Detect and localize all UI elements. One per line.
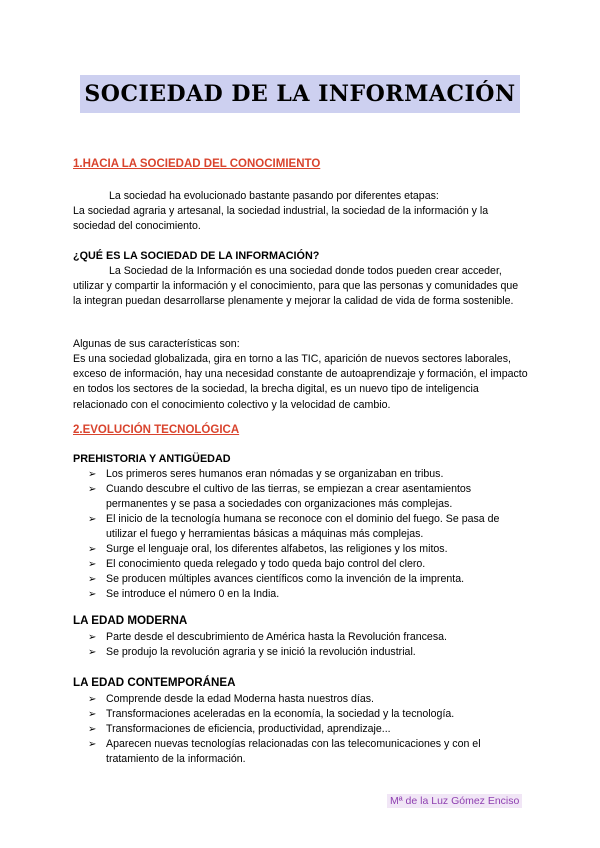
page-title: SOCIEDAD DE LA INFORMACIÓN (80, 75, 519, 113)
moderna-list (88, 630, 528, 660)
arrow-bullet-icon: ➢ (88, 589, 97, 600)
features-label: Algunas de sus características son: (73, 338, 240, 350)
list-item: ➢ Surge el lenguaje oral, los diferentes alfabetos, las religiones y los mitos. (88, 543, 448, 555)
list-item: ➢ El conocimiento queda relegado y todo queda bajo control del clero. (88, 558, 426, 570)
prehistoria-list (88, 467, 528, 602)
contemporanea-heading: LA EDAD CONTEMPORÁNEA (73, 676, 236, 689)
arrow-bullet-icon: ➢ (88, 739, 97, 750)
title-wrap (0, 75, 600, 113)
list-item: ➢ Transformaciones de eficiencia, productividad, aprendizaje... (88, 723, 391, 735)
section-2-heading: 2.EVOLUCIÓN TECNOLÓGICA (73, 424, 240, 436)
arrow-bullet-icon: ➢ (88, 647, 97, 658)
arrow-bullet-icon: ➢ (88, 484, 97, 495)
list-item: ➢ Se produjo la revolución agraria y se inició la revolución industrial. (88, 646, 416, 658)
prehistoria-heading: PREHISTORIA Y ANTIGÜEDAD (73, 453, 231, 465)
intro-line-2: La sociedad agraria y artesanal, la sociedad industrial, la sociedad de la información y la sociedad del conocimiento. (73, 205, 489, 233)
arrow-bullet-icon: ➢ (88, 632, 97, 643)
moderna-heading: LA EDAD MODERNA (73, 614, 188, 627)
arrow-bullet-icon: ➢ (88, 574, 97, 585)
arrow-bullet-icon: ➢ (88, 694, 97, 705)
contemporanea-list (88, 692, 528, 767)
definition-paragraph: La Sociedad de la Información es una sociedad donde todos pueden crear acceder, utilizar y compartir la información y el conocimiento, para que las personas y comunidades que la integran puedan desarrollarse plenamente y mejorar la calidad de vida de forma sostenible. (73, 265, 519, 308)
list-item: ➢ Comprende desde la edad Moderna hasta nuestros días. (88, 693, 374, 705)
arrow-bullet-icon: ➢ (88, 469, 97, 480)
list-item: ➢ El inicio de la tecnología humana se reconoce con el dominio del fuego. Se pasa de utilizar el fuego y herramientas básicas a máquinas más complejas. (88, 513, 500, 540)
list-item: ➢ Aparecen nuevas tecnologías relacionadas con las telecomunicaciones y con el tratamiento de la información. (88, 738, 481, 765)
features-paragraph: Es una sociedad globalizada, gira en torno a las TIC, aparición de nuevos sectores laborales, exceso de información, hay una necesidad constante de autoaprendizaje y formación, el impacto en todos los sectores de la sociedad, la brecha digital, es un nuevo tipo de inteligencia relacionado con el conocimiento colectivo y la velocidad de cambio. (73, 353, 528, 411)
section-1-heading: 1.HACIA LA SOCIEDAD DEL CONOCIMIENTO (73, 158, 321, 170)
arrow-bullet-icon: ➢ (88, 724, 97, 735)
list-item: ➢ Parte desde el descubrimiento de América hasta la Revolución francesa. (88, 631, 447, 643)
question-heading: ¿QUÉ ES LA SOCIEDAD DE LA INFORMACIÓN? (73, 250, 320, 262)
list-item: ➢ Cuando descubre el cultivo de las tierras, se empiezan a crear asentamientos permanentes y se pasa a sociedades con organizaciones más complejas. (88, 483, 472, 510)
arrow-bullet-icon: ➢ (88, 709, 97, 720)
arrow-bullet-icon: ➢ (88, 544, 97, 555)
list-item: ➢ Los primeros seres humanos eran nómadas y se organizaban en tribus. (88, 468, 444, 480)
intro-line-1: La sociedad ha evolucionado bastante pasando por diferentes etapas: (109, 190, 439, 202)
list-item: ➢ Se producen múltiples avances científicos como la invención de la imprenta. (88, 573, 465, 585)
arrow-bullet-icon: ➢ (88, 559, 97, 570)
arrow-bullet-icon: ➢ (88, 514, 97, 525)
author-footer: Mª de la Luz Gómez Enciso (387, 794, 522, 808)
list-item: ➢ Transformaciones aceleradas en la economía, la sociedad y la tecnología. (88, 708, 455, 720)
list-item: ➢ Se introduce el número 0 en la India. (88, 588, 280, 600)
